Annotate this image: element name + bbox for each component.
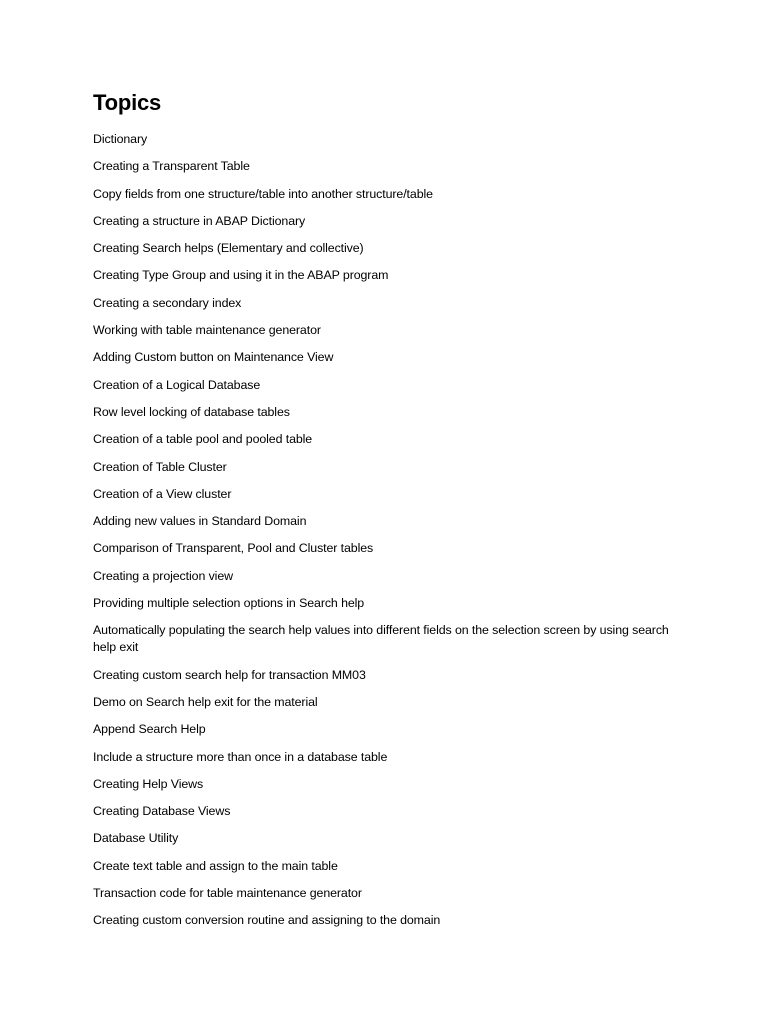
topic-item: Create text table and assign to the main table bbox=[93, 858, 338, 873]
topic-item: Adding Custom button on Maintenance View bbox=[93, 350, 334, 365]
topic-item: Working with table maintenance generator bbox=[93, 323, 321, 338]
document-page bbox=[93, 88, 693, 940]
topic-item: Creating a structure in ABAP Dictionary bbox=[93, 213, 306, 228]
topic-list bbox=[93, 131, 693, 929]
topic-item: Creating a Transparent Table bbox=[93, 159, 250, 174]
topic-item: Creating custom conversion routine and assigning to the domain bbox=[93, 913, 441, 928]
topic-item: Providing multiple selection options in Search help bbox=[93, 596, 365, 611]
topic-item: Creating Database Views bbox=[93, 804, 231, 819]
topic-item: Dictionary bbox=[93, 132, 148, 146]
topic-item: Creating a projection view bbox=[93, 568, 233, 583]
topic-item: Comparison of Transparent, Pool and Cluster tables bbox=[93, 541, 374, 556]
topic-item: Creation of a Logical Database bbox=[93, 377, 261, 392]
topic-item: Row level locking of database tables bbox=[93, 404, 290, 419]
topic-item: Automatically populating the search help values into different fields on the selection screen by using search help exit bbox=[93, 623, 669, 655]
topic-item: Creating a secondary index bbox=[93, 295, 242, 310]
topic-item: Demo on Search help exit for the material bbox=[93, 694, 318, 709]
topic-item: Creation of a table pool and pooled table bbox=[93, 432, 313, 447]
topic-item: Creating Help Views bbox=[93, 776, 204, 791]
topic-item: Adding new values in Standard Domain bbox=[93, 514, 307, 529]
page-title: Topics bbox=[93, 90, 162, 115]
topic-item: Creation of a View cluster bbox=[93, 486, 232, 501]
topic-item: Creating custom search help for transaction MM03 bbox=[93, 667, 366, 682]
topic-item: Creating Type Group and using it in the ABAP program bbox=[93, 268, 389, 283]
topic-item: Include a structure more than once in a database table bbox=[93, 749, 388, 764]
topic-item: Creating Search helps (Elementary and collective) bbox=[93, 241, 364, 256]
topic-item: Database Utility bbox=[93, 831, 179, 846]
topic-item: Copy fields from one structure/table into another structure/table bbox=[93, 186, 433, 201]
topic-item: Append Search Help bbox=[93, 722, 206, 737]
topic-item: Creation of Table Cluster bbox=[93, 459, 227, 474]
topic-item: Transaction code for table maintenance generator bbox=[93, 886, 362, 901]
